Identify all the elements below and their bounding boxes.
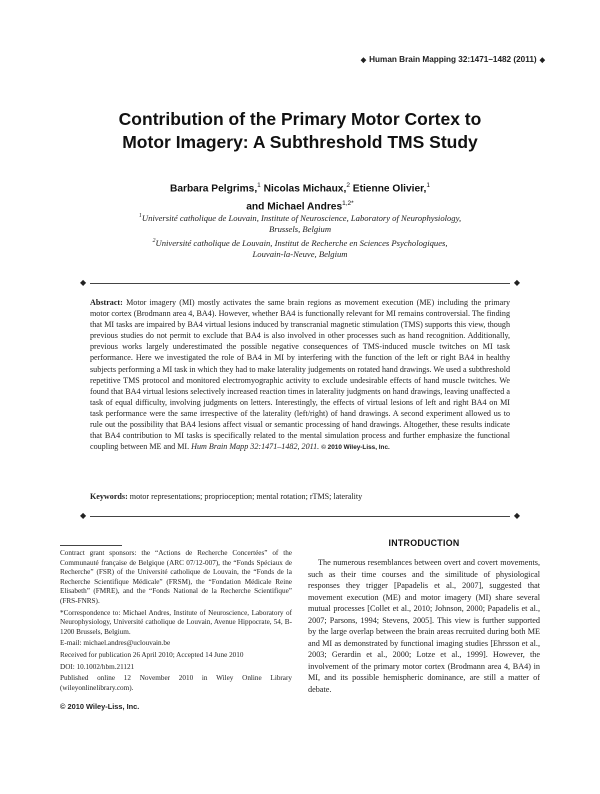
diamond-icon: ◆ (80, 511, 87, 520)
divider-bottom (80, 511, 520, 520)
grant-footnote: Contract grant sponsors: the “Actions de Recherche Concertées” of the Communauté française de Belgique (ARC 07/12-007), the “Fonds Spéciaux de Recherche” (FSR) of the Université catholique de Louvain, the “Fonds de la Recherche Scientifique Médicale” (FRSM), the “Fondation Médicale Reine Elisabeth” (FMRE), and the “Fonds National de la Recherche Scientifique” (FRS-FNRS). (60, 549, 292, 605)
affiliation-1: Université catholique de Louvain, Institute of Neuroscience, Laboratory of Neurophysiology, (141, 212, 462, 223)
keywords-text: motor representations; proprioception; mental rotation; rTMS; laterality (129, 492, 363, 501)
doi-footnote: DOI: 10.1002/hbm.21121 (60, 662, 135, 671)
author-name: and Michael Andres (246, 201, 343, 213)
introduction-text: The numerous resemblances between overt and covert movements, such as their time courses and the similitude of physiological responses they trigger [Papadelis et al., 2007], suggested that movement execution (ME) and motor imagery (MI) share several mutual processes [Collet et al., 2010; Johnson, 2000; Papadelis et al., 2007; Parsons, 1994; Stevens, 2005]. This view is further supported by the large overlap between the brain areas recruited during both ME and MI as demonstrated by functional imaging studies [Ehrsson et al., 2003; Gerardin et al., 2000; Lotze et al., 1999]. However, the involvement of the primary motor cortex (Brodmann area 4, BA4) in MI, and its possible hemispheric dominance, are still a matter of debate. (308, 558, 540, 694)
correspondence-footnote: *Correspondence to: Michael Andres, Institute of Neuroscience, Laboratory of Neurophysiology, Université catholique de Louvain, Avenue Hippocrate, 54, B-1200 Brussels, Belgium. (60, 608, 292, 636)
affiliation-2: Université catholique de Louvain, Institut de Recherche en Sciences Psychologiques, (155, 237, 448, 248)
affiliation-2-city: Louvain-la-Neuve, Belgium (252, 248, 348, 259)
footnotes (60, 545, 292, 712)
article-title (60, 108, 540, 154)
abstract-copyright: © 2010 Wiley-Liss, Inc. (321, 444, 390, 452)
email-footnote: E-mail: michael.andres@uclouvain.be (60, 639, 171, 648)
journal-header (358, 55, 548, 64)
author-affiliation-mark: 1 (426, 182, 431, 189)
diamond-icon: ◆ (513, 278, 520, 287)
author-affiliation-mark: 2 (346, 182, 350, 189)
author-name: Barbara Pelgrims, (169, 183, 258, 195)
footer-copyright: © 2010 Wiley-Liss, Inc. (60, 702, 140, 712)
abstract-citation: Hum Brain Mapp 32:1471–1482, 2011. (191, 442, 320, 452)
diamond-icon: ◆ (80, 278, 87, 287)
abstract-label: Abstract: (90, 298, 123, 307)
author-name: Nicolas Michaux, (263, 183, 347, 195)
abstract-text: Motor imagery (MI) mostly activates the same brain regions as movement execution (ME) including the primary motor cortex (Brodmann area 4, BA4). However, whether BA4 is functionally relevant for MI remains controversial. The finding that MI tasks are impaired by BA4 virtual lesions induced by transcranial magnetic stimulation (TMS) supports this view, though previous studies do not permit to exclude that BA4 is also involved in other processes such as hand recognition. Additionally, previous works largely underestimated the possible negative consequences of TMS-induced muscle twitches on MI task performance. Here we investigated the role of BA4 in MI by interfering with the function of the left or right BA4 in healthy subjects performing a MI task in which they had to make laterality judgements on rotated hand drawings. We used a subthreshold repetitive TMS protocol and monitored electromyographic activity to exclude undesirable effects of hand muscle twitches. We found that BA4 virtual lesions selectively increased reaction times in laterality judgments on hand drawings, leaving unaffected a task of equal difficulty, involving judgments on letters. Interestingly, the effects of virtual lesions of left and right BA4 on MI task performance were the same irrespective of the laterality (left/right) of hand drawings. A second experiment allowed us to rule out the possibility that BA4 lesions affect visual or semantic processing of hand drawings. Altogether, these results indicate that BA4 contribution to MI tasks is specifically related to the mental simulation process and further emphasize the functional coupling between ME and MI. (90, 298, 510, 452)
author-affiliation-mark: 1,2* (342, 200, 354, 208)
introduction-heading: INTRODUCTION (388, 538, 460, 548)
abstract (90, 297, 510, 453)
affiliation-1-city: Brussels, Belgium (268, 224, 332, 235)
introduction-section (308, 538, 540, 695)
author-list (60, 178, 540, 215)
keywords (90, 492, 510, 501)
title-line-2: Motor Imagery: A Subthreshold TMS Study (122, 132, 478, 152)
journal-citation: Human Brain Mapping 32:1471–1482 (2011) (369, 55, 537, 64)
received-footnote: Received for publication 26 April 2010; Accepted 14 June 2010 (60, 650, 244, 659)
author-name: Etienne Olivier, (352, 183, 427, 195)
diamond-icon: ◆ (513, 511, 520, 520)
author-affiliation-mark: 1 (257, 182, 261, 189)
diamond-icon: ◆ (539, 57, 545, 64)
diamond-icon: ◆ (360, 57, 367, 64)
title-line-1: Contribution of the Primary Motor Cortex to (118, 109, 482, 129)
affiliations (60, 211, 540, 260)
published-footnote: Published online 12 November 2010 in Wiley Online Library (wileyonlinelibrary.com). (60, 674, 292, 692)
footnote-separator (60, 545, 122, 546)
divider-top (80, 278, 520, 287)
affiliation-mark: 2 (152, 237, 156, 244)
affiliation-mark: 1 (138, 213, 142, 219)
keywords-label: Keywords: (90, 492, 128, 501)
